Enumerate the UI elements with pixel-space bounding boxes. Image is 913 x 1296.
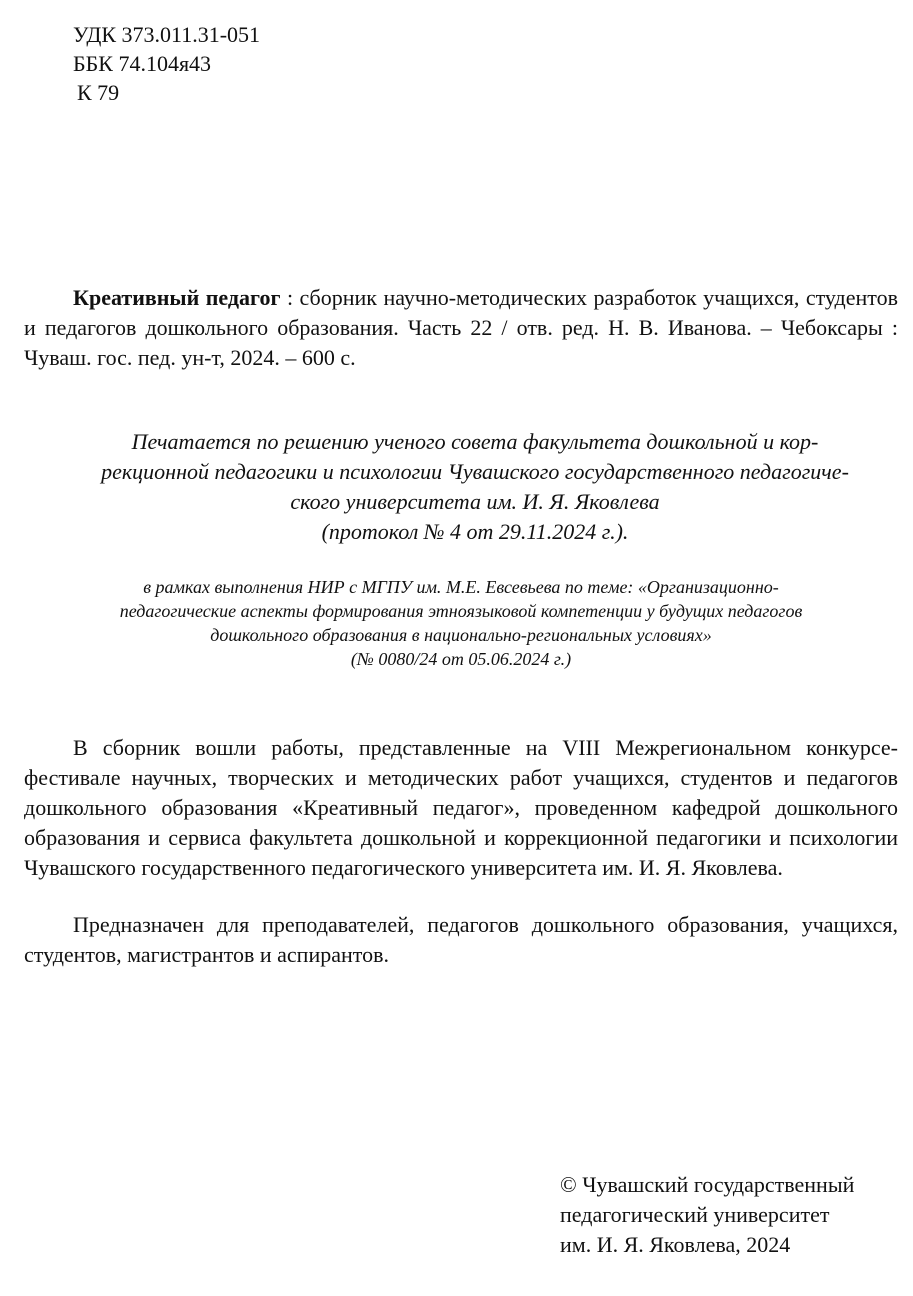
decision-protocol: (протокол № 4 от 29.11.2024 г.).	[321, 519, 629, 544]
copyright-notice	[560, 1170, 854, 1260]
copyright-line: © Чувашский государственный	[560, 1172, 855, 1197]
classification-codes	[73, 20, 260, 107]
research-note-number: (№ 0080/24 от 05.06.2024 г.)	[350, 649, 572, 669]
decision-line: Печатается по решению ученого совета факультета дошкольной и кор-	[131, 429, 819, 454]
udk-code: УДК 373.011.31-051	[73, 22, 261, 47]
author-sign: К 79	[77, 80, 120, 105]
bibliographic-description	[24, 283, 898, 373]
annotation-paragraph: В сборник вошли работы, представленные на VIII Межрегиональном конкурсе-фестивале научных, творческих и методических работ учащихся, студентов и педагогов дошкольного образования «Креативный педагог», проведенном кафедрой дошкольного образования и сервиса факультета дошкольной и коррекционной педагогики и психологии Чувашского государственного педагогического университета им. И. Я. Яковлева.	[24, 735, 898, 880]
decision-line: рекционной педагогики и психологии Чувашского государственного педагогиче-	[101, 459, 849, 484]
book-title: Креативный педагог	[73, 285, 281, 310]
audience-paragraph: Предназначен для преподавателей, педагогов дошкольного образования, учащихся, студентов, магистрантов и аспирантов.	[24, 912, 898, 967]
copyright-line: педагогический университет	[560, 1202, 830, 1227]
decision-line: ского университета им. И. Я. Яковлева	[290, 489, 660, 514]
copyright-line: им. И. Я. Яковлева, 2024	[560, 1232, 791, 1257]
research-note-line: педагогические аспекты формирования этноязыковой компетенции у будущих педагогов	[119, 601, 803, 621]
bibliographic-details: : сборник научно-методических разработок учащихся, студентов и педагогов дошкольного образования. Часть 22 / отв. ред. Н. В. Иванова. – Чебоксары : Чуваш. гос. пед. ун-т, 2024. – 600 с.	[24, 285, 898, 370]
publication-decision	[60, 427, 890, 547]
research-note-line: дошкольного образования в национально-региональных условиях»	[210, 625, 712, 645]
research-note-line: в рамках выполнения НИР с МГПУ им. М.Е. Евсевьева по теме: «Организационно-	[143, 577, 779, 597]
bbk-code: ББК 74.104я43	[73, 51, 212, 76]
research-note	[24, 575, 898, 671]
